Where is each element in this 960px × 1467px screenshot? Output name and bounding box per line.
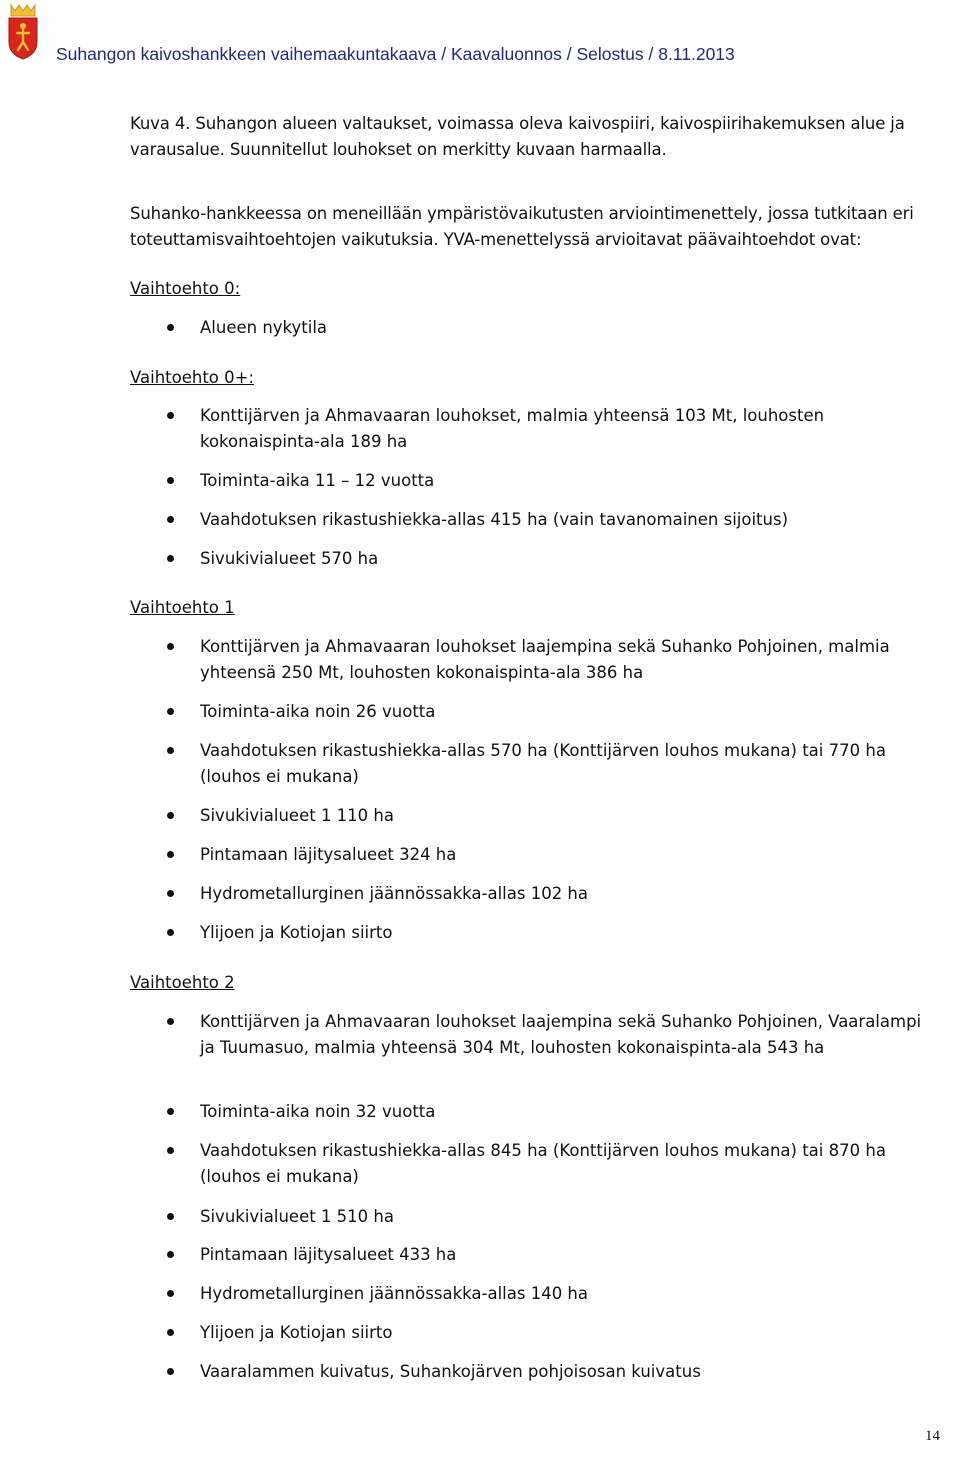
- alternative-1-heading: Vaihtoehto 1: [130, 598, 235, 617]
- list-item: Konttijärven ja Ahmavaaran louhokset, malmia yhteensä 103 Mt, louhosten kokonaispinta-ala 189 ha: [200, 406, 825, 451]
- bullet-icon: [167, 812, 174, 819]
- list-item: Ylijoen ja Kotiojan siirto: [200, 923, 393, 942]
- bullet-icon: [167, 477, 174, 484]
- bullet-icon: [167, 1213, 174, 1220]
- list-item: Alueen nykytila: [200, 318, 328, 337]
- list-item: Konttijärven ja Ahmavaaran louhokset laajempina sekä Suhanko Pohjoinen, malmia yhteensä 250 Mt, louhosten kokonaispinta-ala 386 ha: [200, 637, 890, 682]
- coat-of-arms-icon: [3, 2, 43, 60]
- bullet-icon: [167, 708, 174, 715]
- list-item: Pintamaan läjitysalueet 433 ha: [200, 1245, 457, 1264]
- list-item: Toiminta-aika noin 32 vuotta: [200, 1102, 436, 1121]
- bullet-icon: [167, 1108, 174, 1115]
- list-item: Vaahdotuksen rikastushiekka-allas 845 ha (Konttijärven louhos mukana) tai 870 ha (louhos ei mukana): [200, 1141, 886, 1186]
- list-item: Vaahdotuksen rikastushiekka-allas 415 ha (vain tavanomainen sijoitus): [200, 510, 789, 529]
- list-item: Vaahdotuksen rikastushiekka-allas 570 ha (Konttijärven louhos mukana) tai 770 ha (louhos ei mukana): [200, 741, 886, 786]
- bullet-icon: [167, 1290, 174, 1297]
- list-item: Sivukivialueet 1 110 ha: [200, 806, 394, 825]
- bullet-icon: [167, 747, 174, 754]
- bullet-icon: [167, 1147, 174, 1154]
- bullet-icon: [167, 516, 174, 523]
- list-item: Sivukivialueet 570 ha: [200, 549, 379, 568]
- list-item: Pintamaan läjitysalueet 324 ha: [200, 845, 457, 864]
- list-item: Toiminta-aika noin 26 vuotta: [200, 702, 436, 721]
- list-item: Hydrometallurginen jäännössakka-allas 102 ha: [200, 884, 588, 903]
- list-item: Toiminta-aika 11 – 12 vuotta: [200, 471, 435, 490]
- list-item: Vaaralammen kuivatus, Suhankojärven pohjoisosan kuivatus: [200, 1362, 701, 1381]
- alternative-0-heading: Vaihtoehto 0:: [130, 279, 241, 298]
- bullet-icon: [167, 1329, 174, 1336]
- bullet-icon: [167, 643, 174, 650]
- figure-caption: Kuva 4. Suhangon alueen valtaukset, voimassa oleva kaivospiiri, kaivospiirihakemuksen alue ja varausalue. Suunnitellut louhokset on merkitty kuvaan harmaalla.: [130, 114, 905, 159]
- document-header: Suhangon kaivoshankkeen vaihemaakuntakaava / Kaavaluonnos / Selostus / 8.11.2013: [56, 44, 735, 64]
- alternative-2-heading: Vaihtoehto 2: [130, 973, 235, 992]
- bullet-icon: [167, 1368, 174, 1375]
- list-item: Konttijärven ja Ahmavaaran louhokset laajempina sekä Suhanko Pohjoinen, Vaaralampi ja Tuumasuo, malmia yhteensä 304 Mt, louhosten kokonaispinta-ala 543 ha: [200, 1012, 922, 1057]
- bullet-icon: [167, 1018, 174, 1025]
- list-item: Sivukivialueet 1 510 ha: [200, 1207, 394, 1226]
- bullet-icon: [167, 412, 174, 419]
- bullet-icon: [167, 851, 174, 858]
- page-number: 14: [925, 1428, 940, 1444]
- list-item: Ylijoen ja Kotiojan siirto: [200, 1323, 393, 1342]
- bullet-icon: [167, 890, 174, 897]
- bullet-icon: [167, 1251, 174, 1258]
- intro-paragraph: Suhanko-hankkeessa on meneillään ympäristövaikutusten arviointimenettely, jossa tutkitaan eri toteuttamisvaihtoehtojen vaikutuksia. YVA-menettelyssä arvioitavat päävaihtoehdot ovat:: [130, 204, 914, 249]
- list-item: Hydrometallurginen jäännössakka-allas 140 ha: [200, 1284, 588, 1303]
- bullet-icon: [167, 929, 174, 936]
- bullet-icon: [167, 324, 174, 331]
- alternative-0plus-heading: Vaihtoehto 0+:: [130, 368, 255, 387]
- bullet-icon: [167, 555, 174, 562]
